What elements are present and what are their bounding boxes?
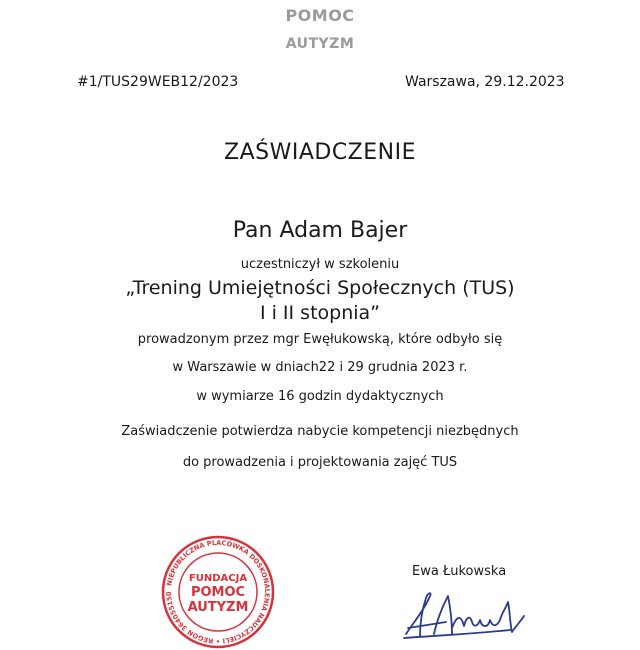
foundation-stamp bbox=[160, 534, 276, 650]
confirmation-line-1: Zaświadczenie potwierdza nabycie kompetencji niezbędnych bbox=[121, 424, 519, 439]
logo-line-1: POMOC bbox=[285, 6, 355, 25]
recipient-name: Pan Adam Bajer bbox=[232, 218, 408, 243]
signature-stroke bbox=[404, 593, 524, 638]
handwritten-signature bbox=[400, 582, 530, 640]
course-name-line-2: I i II stopnia” bbox=[259, 302, 381, 324]
stamp-ring-text: NIEPUBLICZNA PLACÓWKA DOSKONALENIA NAUCZYCIELI • REGON 364055150 bbox=[164, 538, 272, 646]
certificate-title: ZAŚWIADCZENIE bbox=[224, 140, 416, 165]
place-dates-text: w Warszawie w dniach22 i 29 grudnia 2023 r. bbox=[172, 360, 468, 375]
stamp-center-line-3: AUTYZM bbox=[187, 600, 249, 615]
participation-text: uczestniczył w szkoleniu bbox=[240, 257, 400, 272]
course-name-line-1: „Trening Umiejętności Społecznych (TUS) bbox=[125, 277, 515, 299]
stamp-center-line-2: POMOC bbox=[190, 585, 246, 600]
reference-number: #1/TUS29WEB12/2023 bbox=[77, 74, 239, 90]
stamp-center-line-1: FUNDACJA bbox=[188, 573, 248, 584]
confirmation-line-2: do prowadzenia i projektowania zajęć TUS bbox=[182, 455, 458, 470]
logo-line-2: AUTYZM bbox=[285, 36, 355, 52]
hours-text: w wymiarze 16 godzin dydaktycznych bbox=[196, 389, 444, 404]
signer-name: Ewa Łukowska bbox=[412, 564, 507, 579]
place-and-date: Warszawa, 29.12.2023 bbox=[405, 74, 565, 90]
conducted-by-text: prowadzonym przez mgr Ewęłukowską, które odbyło się bbox=[137, 332, 503, 347]
